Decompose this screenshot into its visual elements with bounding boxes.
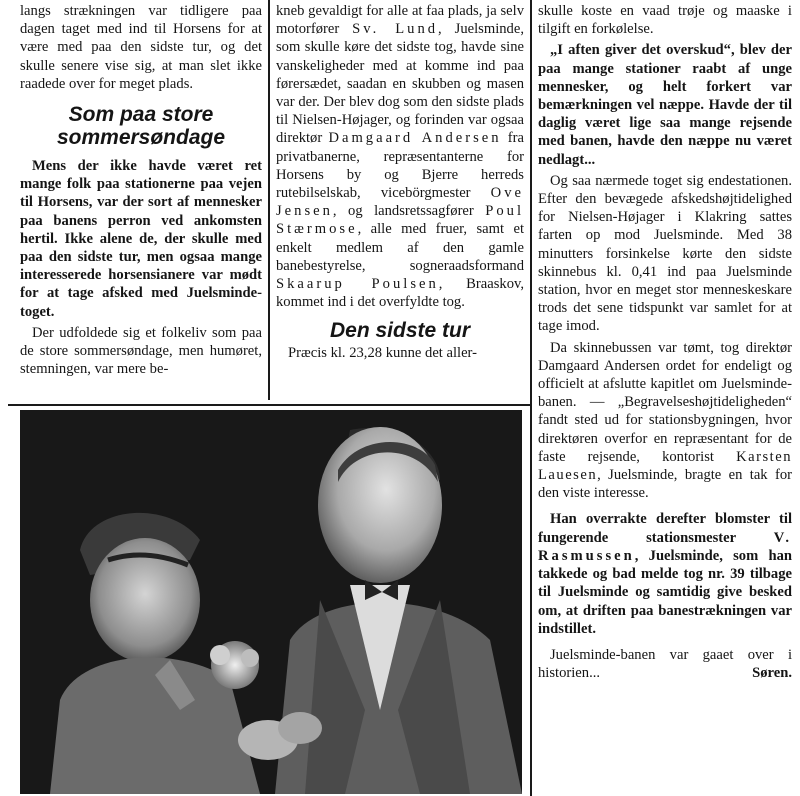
- col2-heading: Den sidste tur: [329, 319, 471, 343]
- col3-paragraph-4: Da skinnebussen var tømt, tog direktør Damgaard Andersen ordet for endeligt og officielt at afslutte kapitlet om Juelsminde-banen. — „Begravelseshøjtideligheden“ fandt sted ud for stationsbygningen, hvor direktøren overfor en repræsentant for de faste rejsende, kontorist Karsten Lauesen, Juelsminde, bragte en tak for den viste interesse.: [538, 339, 792, 502]
- column-2: [276, 2, 524, 363]
- name-v-rasmussen: V. Rasmussen: [538, 529, 792, 564]
- signature: Søren.: [752, 665, 792, 682]
- col2-last-paragraph: Præcis kl. 23,28 kunne det aller-: [288, 345, 477, 362]
- name-sv-lund: Sv. Lund: [352, 21, 439, 38]
- name-karsten-lauesen: Karsten Lauesen: [538, 448, 792, 484]
- column-3: [538, 2, 792, 682]
- col1-intro-paragraph: langs strækningen var tidligere paa dagen taget med ind til Horsens for at være med paa den sidste tur, og det skulle senere vise sig, at man slet ikke raadede over for meget plads.: [20, 3, 262, 92]
- column-rule-right: [530, 0, 532, 796]
- col1-last-paragraph: Der udfoldede sig et folkeliv som paa de store sommersøndage, men humøret, stemningen, var mere be-: [20, 324, 262, 378]
- photo-illustration: [20, 410, 522, 794]
- col3-paragraph-2: „I aften giver det overskud“, blev der paa mange stationer raabt af unge mennesker, og helt forkert var bemærkningen vel næppe. Havde der til daglig været lige saa mange rejsende med banen, havde den næppe nu været nedlagt...: [538, 42, 792, 168]
- col1-heading: Som paa store sommersøndage: [56, 103, 226, 150]
- name-poul-staermose: Poul Stærmose: [276, 203, 524, 238]
- col3-paragraph-5: Han overrakte derefter blomster til fungerende stationsmester V. Rasmussen, Juelsminde, som han takkede og bad melde tog nr. 39 tilbage til Juelsminde og samtidig give besked om, at driften paa banestrækningen var indstillet.: [538, 511, 792, 637]
- col3-paragraph-3: Og saa nærmede toget sig endestationen. Efter den bevægede afskedshøjtidelighed for Nielsen-Højager i Klakring sattes farten op mod Juelsminde. Med 38 minutters forsinkelse kørte den sidste skinnebus kl. 0,41 ind paa Juelsminde station, hvor en meget stor menneskeskare trods det sene tidspunkt var samlet for at tage imod.: [538, 172, 792, 335]
- name-damgaard-andersen: Damgaard Andersen: [328, 130, 502, 147]
- col3-paragraph-1: skulle koste en vaad trøje og maaske i tilgift en forkølelse.: [538, 3, 792, 38]
- news-photograph: [20, 410, 522, 794]
- column-rule-left: [268, 0, 270, 400]
- col2-paragraph: kneb gevaldigt for alle at faa plads, ja selv motorfører Sv. Lund, Juelsminde, som skulle køre det sidste tog, havde sine vanskeligheder med at komme ind paa førersædet, saadan en skubben og masen var der. Der blev dog som den sidste plads til Nielsen-Højager, og forinden var ogsaa direktør Damgaard Andersen fra privatbanerne, repræsentanterne for Horsens by og Bjerre herreds rutebilselskab, vicebörgmester Ove Jensen, og landsretssagfører Poul Stærmose, alle med fruer, samt et enkelt medlem af den gamle banebestyrelse, sogneraadsformand Skaarup Poulsen, Braaskov, kommet ind i det overfyldte tog.: [276, 3, 524, 311]
- name-skaarup-poulsen: Skaarup Poulsen: [276, 276, 439, 293]
- name-ove-jensen: Ove Jensen: [276, 185, 524, 220]
- photo-rule-top: [8, 404, 530, 406]
- col3-paragraph-6: Juelsminde-banen var gaaet over i historien... Søren.: [538, 646, 792, 682]
- column-1: [20, 2, 262, 378]
- col1-bold-paragraph: Mens der ikke havde været ret mange folk paa stationerne paa vejen til Horsens, var der sort af mennesker paa banens perron ved ankomsten hertil. Ikke alene de, der skulle med paa den sidste tur, men ogsaa mange interesserede horsensianere var mødt for at tage afsked med Juelsminde-toget.: [20, 158, 262, 320]
